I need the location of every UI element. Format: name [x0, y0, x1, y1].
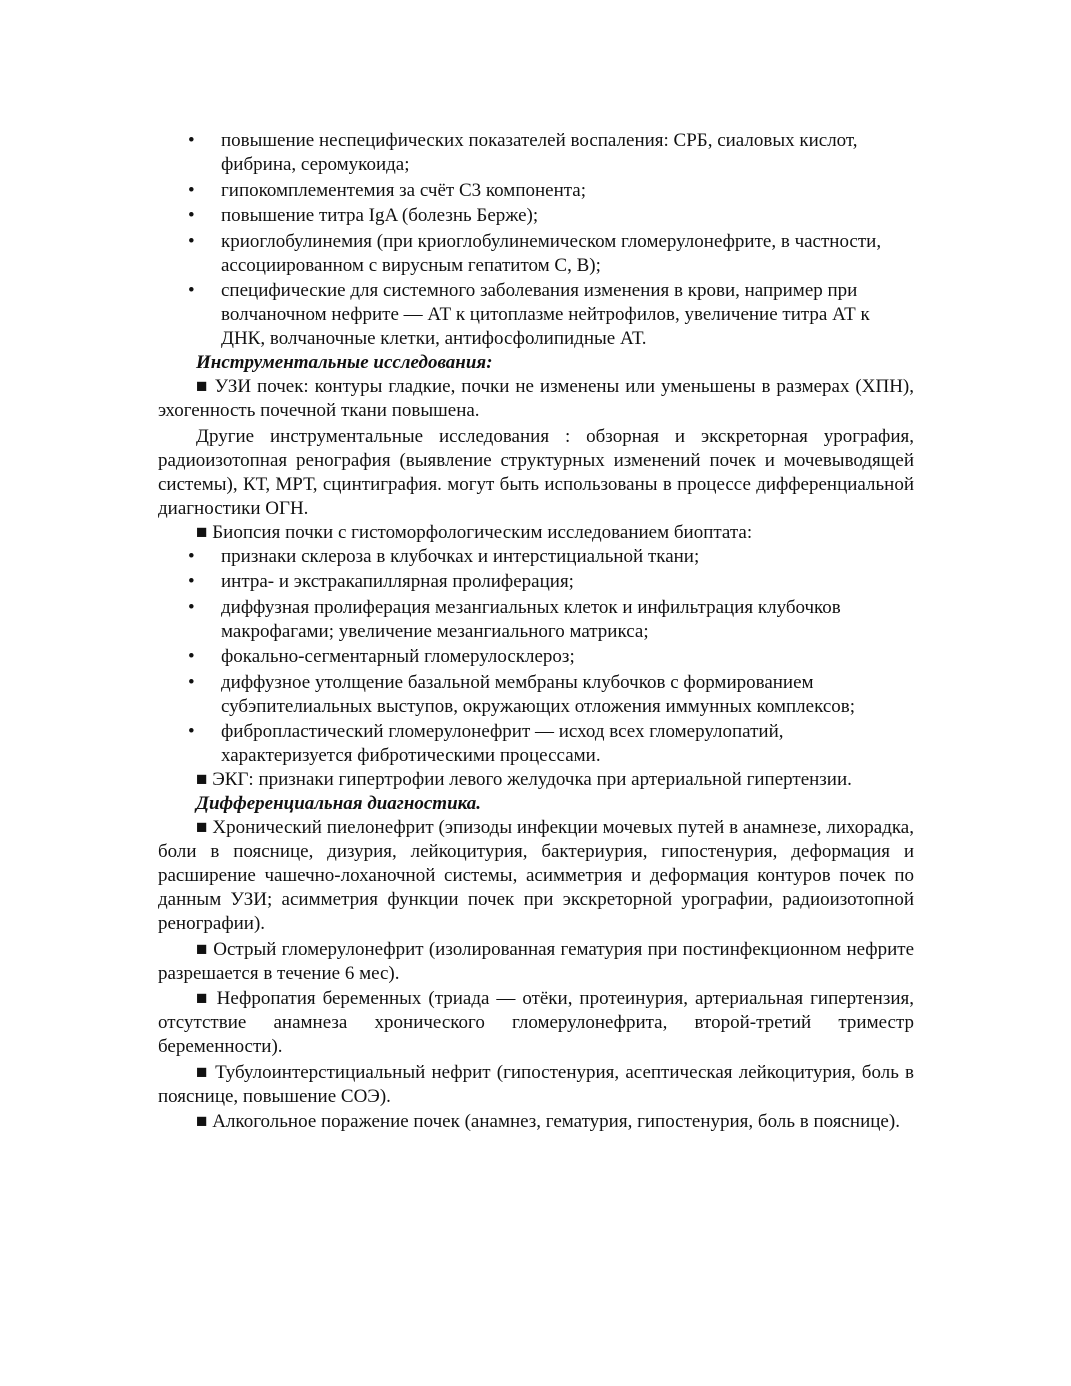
- list-item: • диффузная пролиферация мезангиальных клеток и инфильтрация клубочков макрофагами; увеличение мезангиального матрикса;: [188, 596, 841, 642]
- paragraph-diff-alcohol: ■ Алкогольное поражение почек (анамнез, гематурия, гипостенурия, боль в пояснице).: [196, 1111, 900, 1132]
- list-item: • интра- и экстракапиллярная пролиферация;: [188, 571, 574, 592]
- document-page: [158, 129, 914, 1134]
- paragraph-uzi: ■ УЗИ почек: контуры гладкие, почки не изменены или уменьшены в размерах (ХПН), эхогенность почечной ткани повышена.: [158, 376, 914, 421]
- list-item: • фокально-сегментарный гломерулосклероз;: [188, 646, 575, 667]
- bullet-icon: •: [188, 130, 195, 151]
- list-item: • повышение титра IgA (болезнь Берже);: [188, 205, 539, 226]
- square-bullet-icon: ■: [196, 521, 208, 543]
- paragraph-diff-tubulointerstitial: ■ Тубулоинтерстициальный нефрит (гипостенурия, асептическая лейкоцитурия, боль в пояснице, повышение СОЭ).: [158, 1061, 915, 1107]
- square-bullet-icon: ■: [196, 769, 208, 790]
- biopsy-findings-list: [158, 545, 914, 769]
- list-item: • диффузное утолщение базальной мембраны клубочков с формированием субэпителиальных выступов, окружающих отложения иммунных комплексов;: [188, 671, 856, 717]
- list-item: • признаки склероза в клубочках и интерстициальной ткани;: [188, 545, 700, 567]
- list-item: • повышение неспецифических показателей воспаления: СРБ, сиаловых кислот, фибрина, серомукоида;: [188, 130, 858, 175]
- paragraph-ekg: ■ ЭКГ: признаки гипертрофии левого желудочка при артериальной гипертензии.: [196, 769, 852, 790]
- list-item: • специфические для системного заболевания изменения в крови, например при волчаночном нефрите — АТ к цитоплазме нейтрофилов, увеличение титра АТ к ДНК, волчаночные клетки, антифосфолипидные АТ.: [188, 280, 870, 349]
- paragraph-diff-acute-gn: ■ Острый гломерулонефрит (изолированная гематурия при постинфекционном нефрите разрешается в течение 6 мес).: [158, 938, 915, 984]
- heading-differential: Дифференциальная диагностика.: [196, 793, 482, 814]
- square-bullet-icon: ■: [196, 817, 208, 838]
- lab-findings-list: [158, 129, 914, 351]
- bullet-icon: •: [188, 230, 195, 252]
- square-bullet-icon: ■: [196, 376, 209, 397]
- list-item: • гипокомплементемия за счёт С3 компонента;: [188, 179, 586, 201]
- bullet-icon: •: [188, 596, 195, 618]
- bullet-icon: •: [188, 721, 195, 742]
- bullet-icon: •: [188, 280, 195, 301]
- list-item: • криоглобулинемия (при криоглобулинемическом гломерулонефрите, в частности, ассоциированном с вирусным гепатитом С, В);: [188, 230, 882, 276]
- square-bullet-icon: ■: [196, 938, 208, 960]
- bullet-icon: •: [188, 545, 195, 567]
- paragraph-diff-pyelonephritis: ■ Хронический пиелонефрит (эпизоды инфекции мочевых путей в анамнезе, лихорадка, боли в пояснице, дизурия, лейкоцитурия, бактериурия, гипостенурия, деформация и расширение чашечно-лоханочной системы, асимметрия и деформация контуров почек по данным УЗИ; асимметрия функции почек при экскреторной урографии, радиоизотопной ренографии).: [158, 817, 914, 934]
- bullet-icon: •: [188, 179, 195, 201]
- square-bullet-icon: ■: [196, 988, 210, 1009]
- bullet-icon: •: [188, 205, 195, 226]
- bullet-icon: •: [188, 671, 195, 693]
- bullet-icon: •: [188, 571, 195, 592]
- list-item: • фибропластический гломерулонефрит — исход всех гломерулопатий, характеризуется фибротическими процессами.: [188, 721, 784, 766]
- square-bullet-icon: ■: [196, 1111, 208, 1132]
- paragraph-diff-pregnancy: ■ Нефропатия беременных (триада — отёки, протеинурия, артериальная гипертензия, отсутствие анамнеза хронического гломерулонефрита, второй-третий триместр беременности).: [158, 988, 914, 1057]
- square-bullet-icon: ■: [196, 1061, 209, 1083]
- bullet-icon: •: [188, 646, 195, 667]
- heading-instrumental: Инструментальные исследования:: [196, 352, 493, 373]
- paragraph-other-studies: Другие инструментальные исследования : обзорная и экскреторная урография, радиоизотопная ренография (выявление структурных изменений почек и мочевыводящей системы), КТ, МРТ, сцинтиграфия. могут быть использованы в процессе дифференциальной диагностики ОГН.: [158, 425, 914, 519]
- paragraph-biopsy: ■ Биопсия почки с гистоморфологическим исследованием биоптата:: [196, 521, 753, 543]
